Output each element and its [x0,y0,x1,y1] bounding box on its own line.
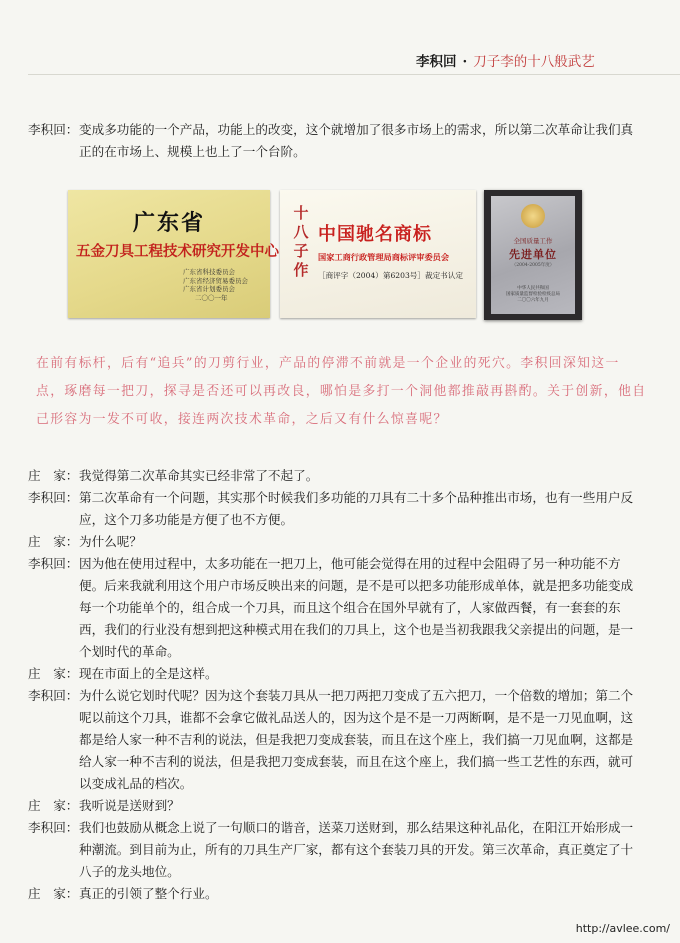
dialogue-line [28,487,640,531]
plaque-ruling: ［商评字（2004）第6203号］裁定书认定 [318,271,463,280]
plaque-brand-mark: 十八子作 [293,204,309,279]
highlight-paragraph: 在前有标杆，后有“追兵”的刀剪行业，产品的停滞不前就是一个企业的死穴。李积回深知这一点，琢磨每一把刀，探寻是否还可以再改良，哪怕是多打一个洞他都推敲再斟酌。关于创新，他自己形容为一发不可收，接连两次技术革命，之后又有什么惊喜呢？ [36,356,647,427]
plaque-guangdong-center [68,190,279,318]
dialogue-line [28,795,640,817]
plaque-issuer: 中华人民共和国 [517,286,549,291]
plaque-date: 二〇〇六年九月 [517,298,549,303]
dialogue [28,465,640,905]
dialogue-text: 因为他在使用过程中，太多功能在一把刀上，他可能会觉得在用的过程中会阻碍了另一种功能不方便。后来我就利用这个用户市场反映出来的问题，是不是可以把多功能形成单体，就是把多功能变成每一个功能单个的，组合成一个刀具，而且这个组合在国外早就有了，人家做西餐，有一套套的东西，我们的行业没有想到把这种模式用在我们的刀具上，这个也是当初我跟我父亲提出的问题，是一个划时代的革命。 [79,556,634,659]
dialogue-line [28,553,640,663]
header-separator: · [462,54,468,70]
header-author: 李积回 [416,54,457,70]
plaque-issuer: 国家工商行政管理局商标评审委员会 [318,252,450,262]
dialogue-line [28,663,640,685]
plaque-period: （2004-2005年度） [511,263,555,268]
plaque-issuers [183,268,248,302]
dialogue-line [28,685,640,795]
plaque-issuer: 广东省科技委员会 [183,268,235,276]
dialogue-text: 真正的引领了整个行业。 [79,886,218,901]
plaque-heading: 广东省 [132,211,205,236]
intro-paragraph [28,119,640,163]
plaque-panel [491,196,575,314]
speaker-label: 庄 家： [28,798,79,813]
dialogue-line [28,465,640,487]
plaque-heading: 全国质量工作 [513,237,553,245]
dialogue-text: 第二次革命有一个问题，其实那个时候我们多功能的刀具有二十多个品种推出市场，也有一些用户反应，这个刀多功能是方便了也不方便。 [79,490,634,527]
plaque-subheading: 五金刀具工程技术研究开发中心 [76,244,279,260]
plaque-year: 二〇〇一年 [195,293,228,302]
plaque-issuer: 国家质量监督检验检疫总局 [506,292,560,297]
plaque-issuers [491,286,575,304]
plaque-issuer: 广东省经济贸易委员会 [183,276,248,285]
dialogue-line [28,531,640,553]
speaker-label: 庄 家： [28,534,79,549]
watermark-url: http://avlee.com/ [575,922,670,935]
plaque-famous-trademark [280,190,476,318]
page-header [416,50,595,70]
dialogue-text: 为什么说它划时代呢？因为这个套装刀具从一把刀两把刀变成了五六把刀，一个倍数的增加；第二个呢以前这个刀具，谁都不会拿它做礼品送人的，因为这个是不是一刀两断啊，是不是一刀见血啊，这都是给人家一种不吉利的说法，但是我把刀变成套装，而且在这个座上，我们搞一刀见血啊，这都是给人家一种不吉利的说法，但是我把刀变成套装，而且在这个座上，我们搞一些工艺性的东西，就可以变成礼品的档次。 [79,688,634,791]
plaque-heading: 中国驰名商标 [318,224,432,245]
dialogue-text: 我们也鼓励从概念上说了一句顺口的谐音，送菜刀送财到，那么结果这种礼品化，在阳江开始形成一种潮流。到目前为止，所有的刀具生产厂家，都有这个套装刀具的开发。第三次革命，真正奠定了十八子的龙头地位。 [79,820,634,879]
speaker-label: 庄 家： [28,468,79,483]
plaque-quality-award [484,190,582,320]
paragraph-text: 变成多功能的一个产品，功能上的改变，这个就增加了很多市场上的需求，所以第二次革命让我们真正的在市场上、规模上也上了一个台阶。 [79,122,634,159]
speaker-label: 李积回： [28,556,79,571]
dialogue-line [28,883,640,905]
header-title: 刀子李的十八般武艺 [473,54,595,70]
plaque-issuer: 广东省计划委员会 [183,285,235,293]
dialogue-text: 为什么呢？ [79,534,142,549]
dialogue-text: 我听说是送财到？ [79,798,180,813]
plaque-title: 先进单位 [509,248,557,261]
dialogue-text: 现在市面上的全是这样。 [79,666,218,681]
dialogue-line [28,817,640,883]
emblem-icon [521,204,545,228]
header-divider [28,74,680,75]
speaker-label: 庄 家： [28,886,79,901]
dialogue-text: 我觉得第二次革命其实已经非常了不起了。 [79,468,319,483]
speaker-label: 李积回： [28,820,79,835]
speaker-label: 李积回： [28,688,79,703]
speaker-label: 庄 家： [28,666,79,681]
speaker-label: 李积回： [28,490,79,505]
speaker-label: 李积回： [28,122,79,137]
